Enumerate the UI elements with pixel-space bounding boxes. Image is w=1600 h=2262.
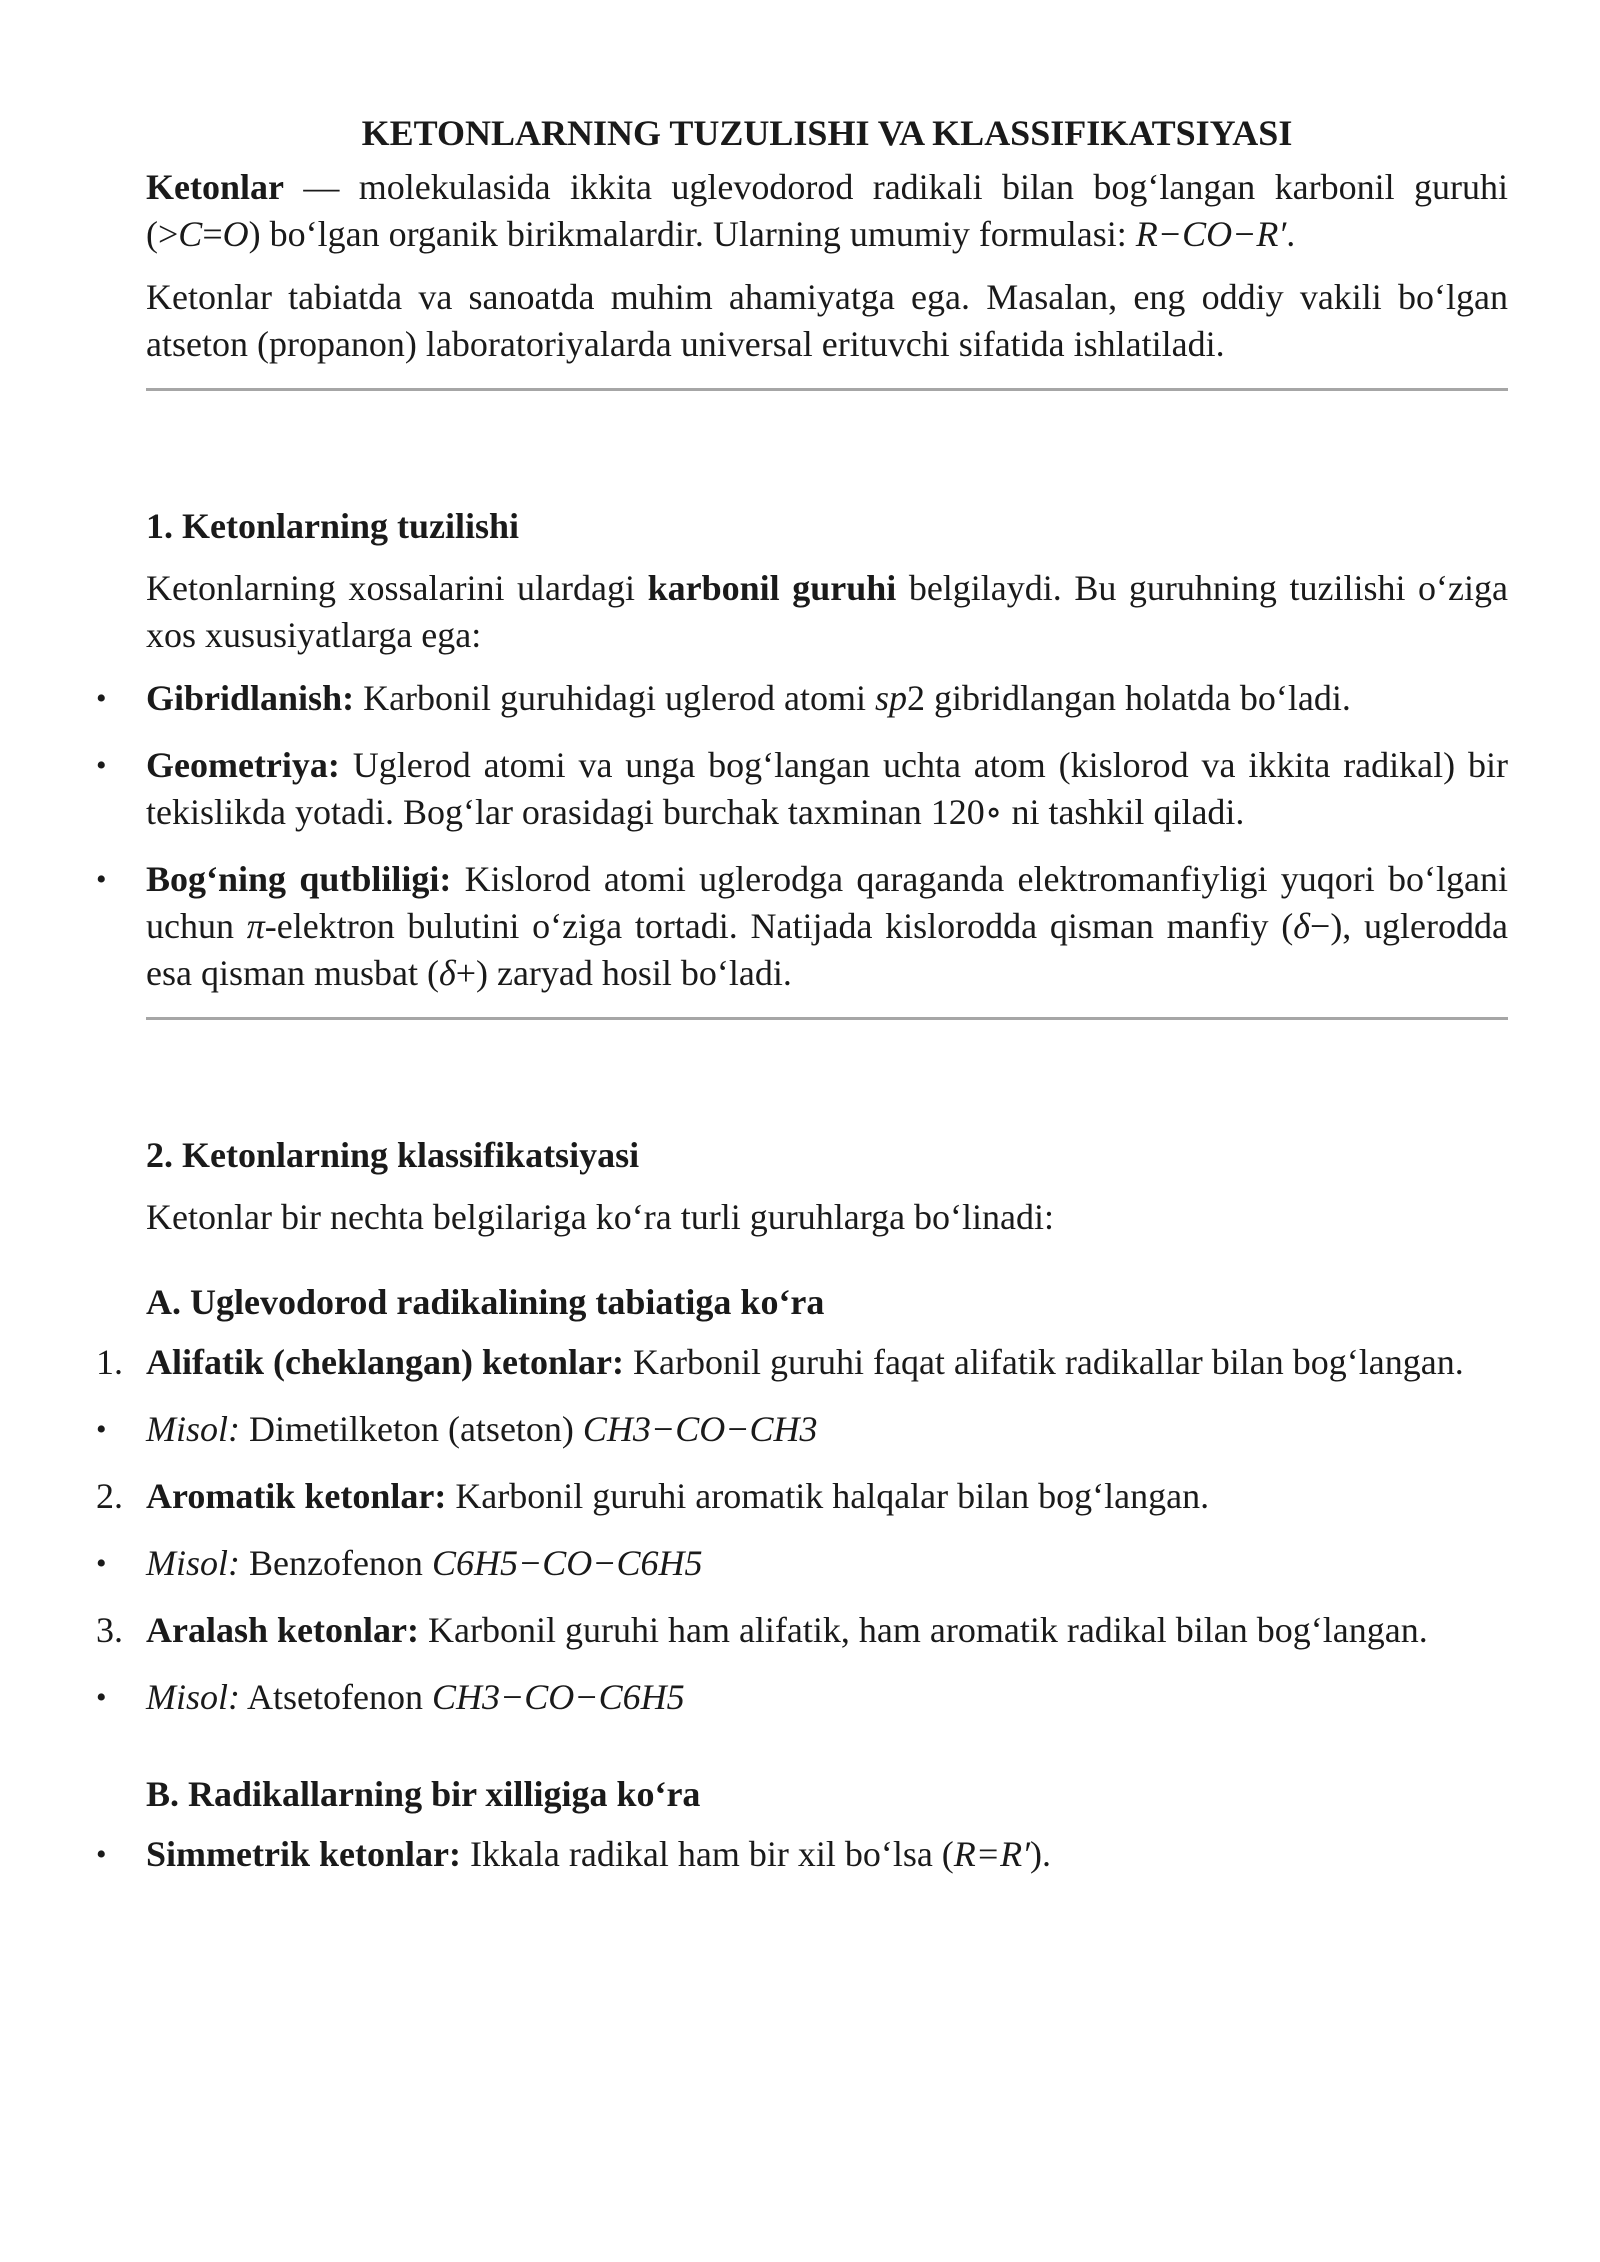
list-item: • Gibridlanish: Karbonil guruhidagi uglerod atomi sp2 gibridlangan holatda bo‘ladi. (146, 675, 1508, 722)
list-item: 3. Aralash ketonlar: Karbonil guruhi ham alifatik, ham aromatik radikal bilan bog‘langan. (96, 1610, 1428, 1650)
list-item: • Geometriya: Uglerod atomi va unga bog‘langan uchta atom (kislorod va ikkita radikal) bir tekislikda yotadi. Bog‘lar orasidagi burchak taxminan 120∘ ni tashkil qiladi. (146, 742, 1508, 836)
classification-list-b (146, 1831, 1508, 1878)
list-item: • Simmetrik ketonlar: Ikkala radikal ham bir xil bo‘lsa (R=R′). (146, 1831, 1508, 1878)
list-item: 2. Aromatik ketonlar: Karbonil guruhi aromatik halqalar bilan bog‘langan. (96, 1476, 1210, 1516)
section-divider (146, 388, 1508, 391)
section-1-intro: Ketonlarning xossalarini ulardagi karbonil guruhi belgilaydi. Bu guruhning tuzilishi o‘ziga xos xususiyatlarga ega: (146, 568, 1509, 655)
subsection-b-heading: B. Radikallarning bir xilligiga ko‘ra (146, 1774, 701, 1814)
example-item: • Misol: Atsetofenon CH3−CO−C6H5 (146, 1674, 1508, 1721)
document-title: KETONLARNING TUZULISHI VA KLASSIFIKATSIYASI (361, 113, 1293, 153)
structure-list (146, 675, 1508, 997)
section-2-intro: Ketonlar bir nechta belgilariga ko‘ra turli guruhlarga bo‘linadi: (146, 1197, 1055, 1237)
general-formula: R−CO−R′ (1135, 214, 1287, 254)
term-ketonlar: Ketonlar (146, 167, 284, 207)
classification-list-a (96, 1339, 1508, 1386)
list-item: 1. Alifatik (cheklangan) ketonlar: Karbonil guruhi faqat alifatik radikallar bilan bog‘langan. (96, 1342, 1464, 1382)
example-item: • Misol: Benzofenon C6H5−CO−C6H5 (146, 1540, 1508, 1587)
section-1-heading: 1. Ketonlarning tuzilishi (146, 506, 520, 546)
list-item: • Bog‘ning qutbliligi: Kislorod atomi uglerodga qaraganda elektromanfiyligi yuqori bo‘lgani uchun π-elektron bulutini o‘ziga tortadi. Natijada kislorodda qisman manfiy (δ−), uglerodda esa qisman musbat (δ+) zaryad hosil bo‘ladi. (146, 856, 1508, 997)
section-divider (146, 1017, 1508, 1020)
intro-paragraph-1: Ketonlar — molekulasida ikkita uglevodorod radikali bilan bog‘langan karbonil guruhi (>C=O) bo‘lgan organik birikmalardir. Ularning umumiy formulasi: R−CO−R′. (146, 167, 1508, 254)
subsection-a-heading: A. Uglevodorod radikalining tabiatiga ko‘ra (146, 1282, 825, 1322)
example-item: • Misol: Dimetilketon (atseton) CH3−CO−CH3 (146, 1406, 1508, 1453)
intro-paragraph-2: Ketonlar tabiatda va sanoatda muhim ahamiyatga ega. Masalan, eng oddiy vakili bo‘lgan atseton (propanon) laboratoriyalarda universal erituvchi sifatida ishlatiladi. (146, 277, 1508, 364)
section-2-heading: 2. Ketonlarning klassifikatsiyasi (146, 1135, 640, 1175)
document-page (96, 108, 1509, 1878)
